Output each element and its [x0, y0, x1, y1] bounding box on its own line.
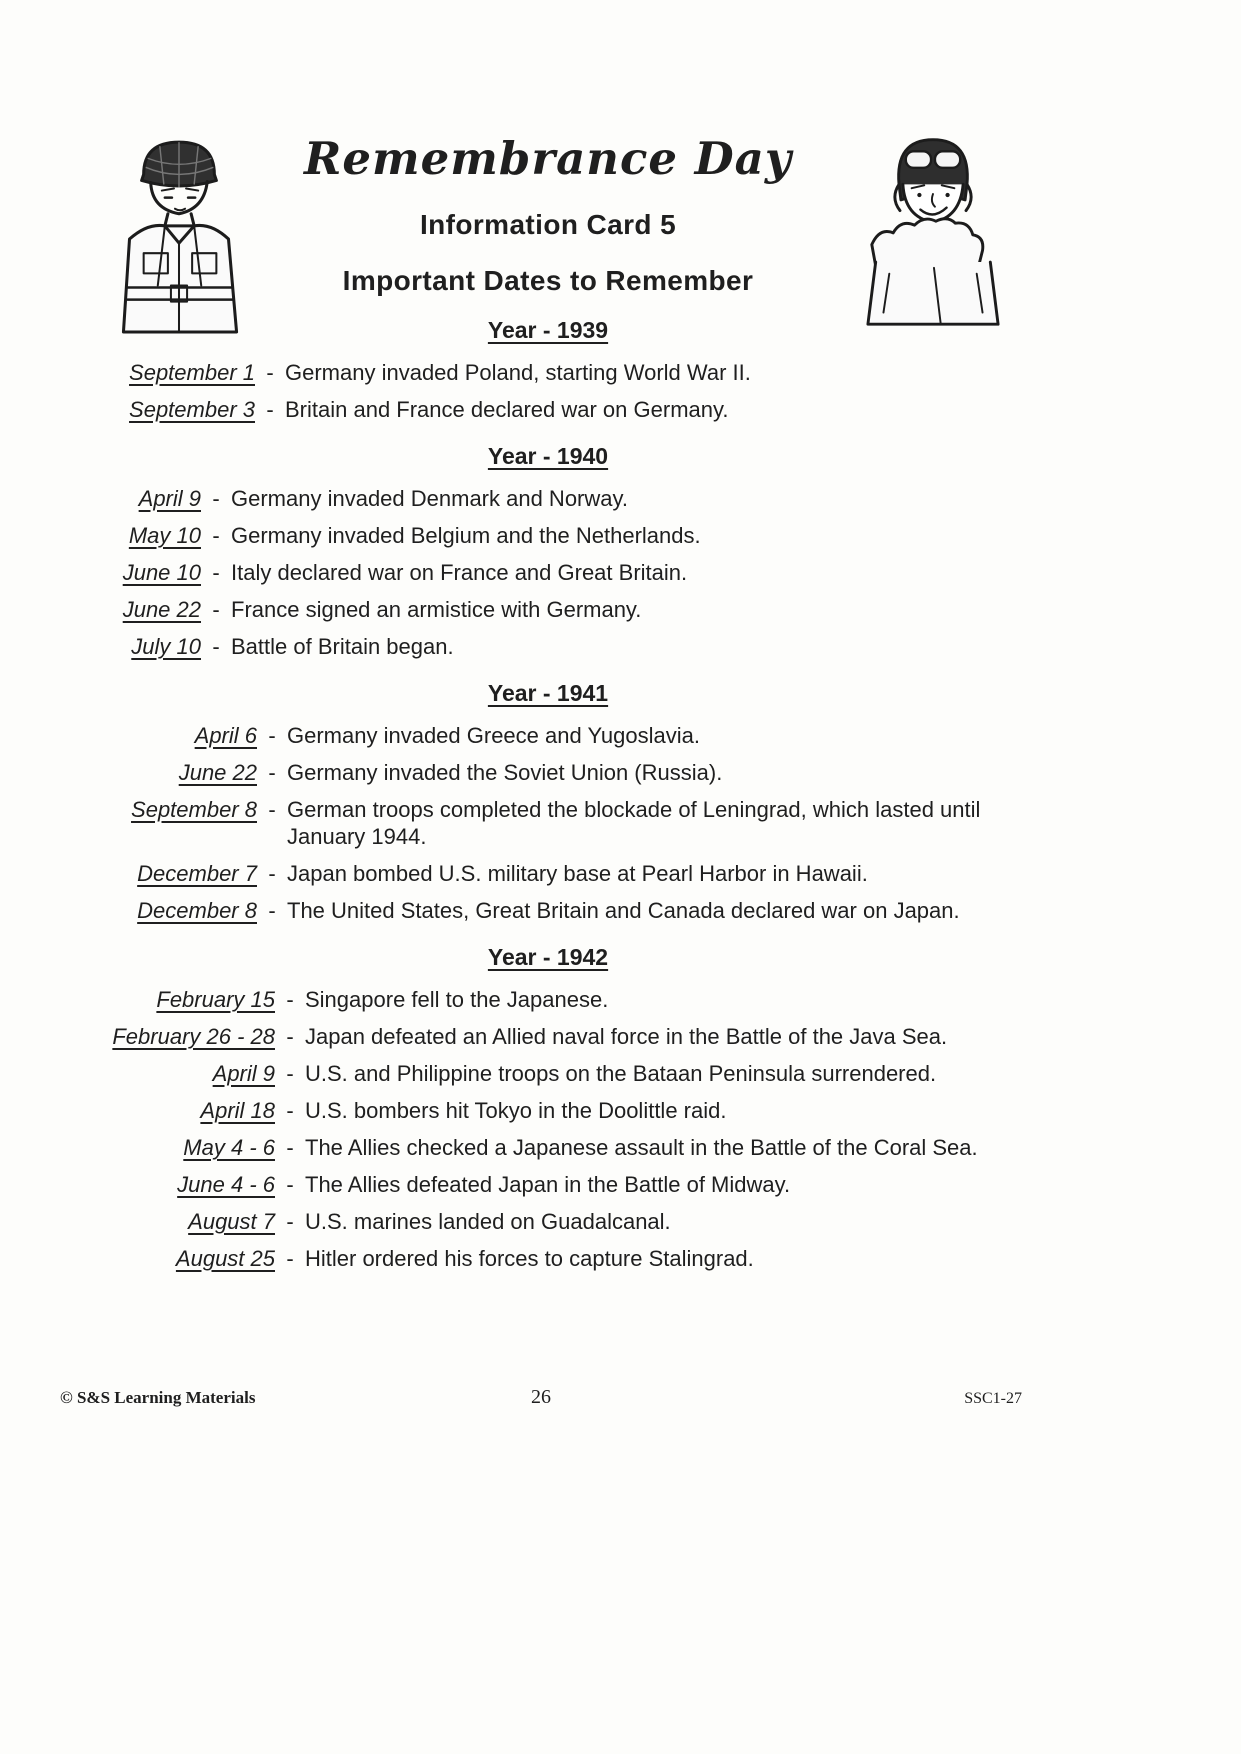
entry-dash: - [212, 486, 220, 511]
entry-date: June 10 [122, 560, 201, 585]
entry-date: June 22 [122, 597, 201, 622]
entry-dash: - [286, 1098, 294, 1123]
entry-dash: - [268, 723, 276, 748]
entry-date: September 8 [131, 797, 257, 822]
date-entry [85, 1023, 1011, 1050]
entry-date: July 10 [131, 634, 201, 659]
entry-dash: - [286, 1061, 294, 1086]
entry-date: August 25 [175, 1246, 275, 1271]
entry-date: February 26 - 28 [112, 1024, 275, 1049]
entry-date: February 15 [156, 987, 275, 1012]
page-number: 26 [531, 1386, 551, 1408]
entry-text: Germany invaded the Soviet Union (Russia). [287, 760, 723, 785]
entry-dash: - [212, 560, 220, 585]
entry-text: Britain and France declared war on Germany. [285, 397, 729, 422]
entry-text: Hitler ordered his forces to capture Stalingrad. [305, 1246, 754, 1271]
entry-date: June 22 [178, 760, 257, 785]
date-entry [85, 722, 1011, 749]
date-entry [85, 1134, 1011, 1161]
entry-dash: - [212, 634, 220, 659]
year-heading-text: Year - 1940 [487, 443, 609, 469]
dates-list [85, 317, 1011, 1272]
date-entry [85, 759, 1011, 786]
entry-dash: - [266, 360, 274, 385]
soldier-icon [103, 134, 255, 336]
entry-text: The Allies defeated Japan in the Battle of Midway. [305, 1172, 791, 1197]
date-entry [85, 860, 1011, 887]
date-entry [85, 522, 1011, 549]
year-heading-text: Year - 1939 [487, 317, 609, 343]
entry-date: August 7 [188, 1209, 275, 1234]
date-entry [85, 986, 1011, 1013]
entry-text: The Allies checked a Japanese assault in the Battle of the Coral Sea. [305, 1135, 978, 1160]
dates-subtitle: Important Dates to Remember [342, 265, 754, 296]
entry-date: April 9 [212, 1061, 275, 1086]
pilot-illustration [848, 128, 1018, 332]
entry-dash: - [286, 1024, 294, 1049]
entry-dash: - [286, 1135, 294, 1160]
entry-dash: - [268, 861, 276, 886]
date-entry [85, 1171, 1011, 1198]
entry-dash: - [286, 987, 294, 1012]
entry-text: Singapore fell to the Japanese. [305, 987, 609, 1012]
entry-dash: - [286, 1209, 294, 1234]
catalog-code: SSC1-27 [964, 1390, 1022, 1407]
pilot-icon [848, 128, 1018, 332]
entry-dash: - [268, 898, 276, 923]
entry-text: German troops completed the blockade of Leningrad, which lasted until January 1944. [287, 797, 981, 849]
date-entry [85, 1097, 1011, 1124]
entry-date: May 10 [128, 523, 201, 548]
entry-date: April 6 [194, 723, 257, 748]
date-entry [85, 796, 1011, 850]
entry-text: The United States, Great Britain and Canada declared war on Japan. [287, 898, 960, 923]
soldier-illustration [103, 134, 255, 336]
date-entry [85, 897, 1011, 924]
date-entry [85, 596, 1011, 623]
entry-text: U.S. and Philippine troops on the Bataan Peninsula surrendered. [305, 1061, 937, 1086]
entry-text: U.S. bombers hit Tokyo in the Doolittle raid. [305, 1098, 727, 1123]
year-heading-1940 [85, 443, 1011, 470]
entry-text: U.S. marines landed on Guadalcanal. [305, 1209, 671, 1234]
entry-date: April 9 [138, 486, 201, 511]
date-entry [85, 1245, 1011, 1272]
entry-dash: - [212, 597, 220, 622]
title-block [268, 132, 828, 297]
copyright-text: © S&S Learning Materials [60, 1388, 256, 1407]
year-heading-text: Year - 1941 [487, 680, 609, 706]
date-entry [85, 359, 1011, 386]
date-entry [85, 485, 1011, 512]
entry-text: Germany invaded Belgium and the Netherlands. [231, 523, 701, 548]
date-entry [85, 1208, 1011, 1235]
date-entry [85, 559, 1011, 586]
entry-date: December 8 [137, 898, 257, 923]
entry-dash: - [212, 523, 220, 548]
entry-text: France signed an armistice with Germany. [231, 597, 642, 622]
date-entry [85, 633, 1011, 660]
entry-text: Japan defeated an Allied naval force in the Battle of the Java Sea. [305, 1024, 948, 1049]
date-entry [85, 396, 1011, 423]
entry-dash: - [268, 760, 276, 785]
entry-dash: - [266, 397, 274, 422]
entry-dash: - [286, 1172, 294, 1197]
page-title: Remembrance Day [304, 132, 792, 185]
year-heading-1941 [85, 680, 1011, 707]
page-footer [60, 1386, 1022, 1409]
entry-date: May 4 - 6 [183, 1135, 275, 1160]
year-heading-1942 [85, 944, 1011, 971]
entry-text: Battle of Britain began. [231, 634, 454, 659]
entry-date: September 1 [129, 360, 255, 385]
entry-text: Germany invaded Greece and Yugoslavia. [287, 723, 700, 748]
entry-text: Germany invaded Denmark and Norway. [231, 486, 628, 511]
entry-date: December 7 [137, 861, 257, 886]
date-entry [85, 1060, 1011, 1087]
entry-date: June 4 - 6 [177, 1172, 275, 1197]
entry-dash: - [286, 1246, 294, 1271]
entry-text: Japan bombed U.S. military base at Pearl Harbor in Hawaii. [287, 861, 868, 886]
entry-dash: - [268, 797, 276, 822]
entry-text: Italy declared war on France and Great Britain. [231, 560, 688, 585]
entry-date: April 18 [200, 1098, 275, 1123]
year-heading-text: Year - 1942 [487, 944, 609, 970]
card-subtitle: Information Card 5 [419, 209, 677, 240]
entry-text: Germany invaded Poland, starting World War II. [285, 360, 751, 385]
entry-date: September 3 [129, 397, 255, 422]
